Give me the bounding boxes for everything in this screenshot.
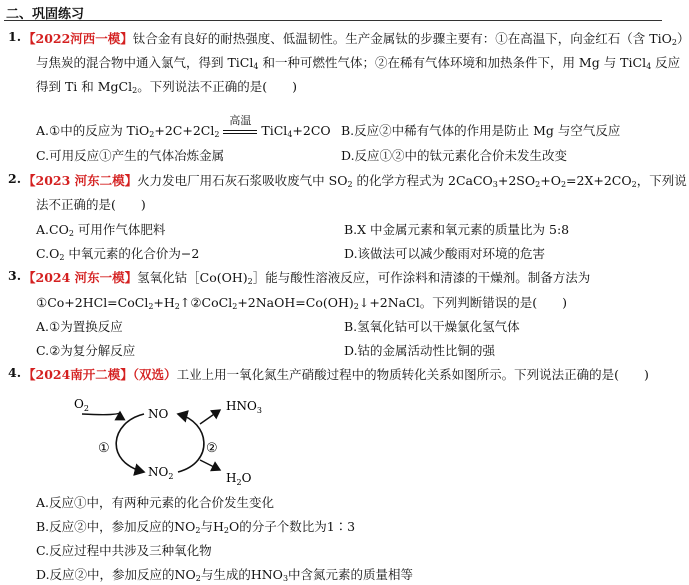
o2-label: $O_2$ (74, 397, 89, 413)
q4-stem: 【2024南开二模】（双选）工业上用一氧化氮生产硝酸过程中的物质转化关系如图所示。下列说法正确的是( ) (23, 367, 649, 382)
h2o-arrow (200, 460, 220, 470)
q3-option-a[interactable]: A.①为置换反应 (36, 319, 123, 334)
q1-tag: 【2022河西一模】 (23, 31, 133, 46)
no2-label: $NO_2$ (148, 465, 174, 481)
h2o-label: $H_2O$ (226, 471, 252, 487)
q4-option-b[interactable]: B.反应②中，参加反应的$NO_2$与$H_2O$的分子个数比为1∶3 (36, 519, 356, 535)
q4-option-c[interactable]: C.反应过程中共涉及三种氧化物 (36, 543, 212, 558)
no-label: NO (148, 407, 169, 421)
reaction1-label: ① (98, 441, 110, 456)
q1-condition-arrow: 高温 (223, 123, 257, 138)
q3-stem-line2: $①Co+2HCl=CoCl_2+H_2↑②CoCl_2+2NaOH=Co(OH)_2↓+2NaCl$。下列判断错误的是( ) (36, 295, 567, 311)
q1-stem-line3: 得到 Ti 和 MgCl$_2$。下列说法不正确的是( ) (36, 79, 297, 95)
q1-option-c[interactable]: C.可用反应①产生的气体冶炼金属 (36, 148, 225, 163)
q3-number: 3. (8, 268, 22, 283)
section-title: 二、巩固练习 (6, 7, 85, 22)
q4-tag-double-choice: （双选） (132, 367, 177, 382)
q3-tag: 【2024 河东一模】 (23, 270, 138, 285)
q3-option-d[interactable]: D.钴的金属活动性比铜的强 (344, 343, 496, 358)
q2-option-b[interactable]: B.X 中金属元素和氧元素的质量比为 5:8 (344, 222, 570, 237)
q2-option-d[interactable]: D.该做法可以减少酸雨对环境的危害 (344, 246, 546, 261)
q1-option-b[interactable]: B.反应②中稀有气体的作用是防止 Mg 与空气反应 (341, 123, 621, 138)
q2-tag: 【2023 河东二模】 (23, 173, 138, 188)
reaction1-arc (116, 414, 144, 472)
q2-number: 2. (8, 171, 22, 186)
q1-stem-line1: 【2022河西一模】钛合金有良好的耐热强度、低温韧性。生产金属钛的步骤主要有：①在高温下，向金红石（含 TiO$_2$） (23, 31, 689, 47)
reaction2-arc (178, 414, 204, 472)
reaction2-label: ② (206, 441, 218, 456)
q3-stem-line1: 【2024 河东一模】氢氧化钴$[Co(OH)_2]$能与酸性溶液反应，可作涂料和清漆的干燥剂。制备方法为 (23, 270, 591, 286)
q4-option-d[interactable]: D.反应②中，参加反应的$NO_2$与生成的$HNO_3$中含氮元素的质量相等 (36, 567, 414, 583)
q4-tag: 【2024南开二模】 (23, 367, 133, 382)
q1-option-a[interactable]: A.①中的反应为 $TiO_2+2C+2Cl_2$ 高温 TiCl$_4$+2CO (36, 114, 331, 139)
hno3-arrow (200, 410, 220, 424)
q3-option-c[interactable]: C.②为复分解反应 (36, 343, 136, 358)
q4-number: 4. (8, 365, 22, 380)
q2-option-a[interactable]: $A.CO_2$ 可用作气体肥料 (36, 222, 166, 238)
q2-stem-line2: 法不正确的是( ) (36, 197, 146, 212)
hno3-label: $HNO_3$ (226, 399, 262, 415)
q3-option-b[interactable]: B.氢氧化钴可以干燥氯化氢气体 (344, 319, 520, 334)
q1-number: 1. (8, 29, 22, 44)
q2-stem-line1: 【2023 河东二模】火力发电厂用石灰石浆吸收废气中 $SO_2$ 的化学方程式为 $2CaCO_3+2SO_2+O_2=2X+2CO_2$，下列说 (23, 173, 687, 189)
q2-option-c[interactable]: $C.O_2$ 中氧元素的化合价为−2 (36, 246, 200, 262)
q1-stem-line2: 与焦炭的混合物中通入氯气，得到 TiCl$_4$ 和一种可燃性气体；②在稀有气体环境和加热条件下，用 Mg 与 TiCl$_4$ 反应 (36, 55, 681, 71)
q4-option-a[interactable]: A.反应①中，有两种元素的化合价发生变化 (36, 495, 275, 510)
q1-option-d[interactable]: D.反应①②中的钛元素化合价未发生改变 (341, 148, 568, 163)
section-divider (4, 20, 662, 21)
nitric-acid-cycle-diagram (60, 392, 290, 488)
